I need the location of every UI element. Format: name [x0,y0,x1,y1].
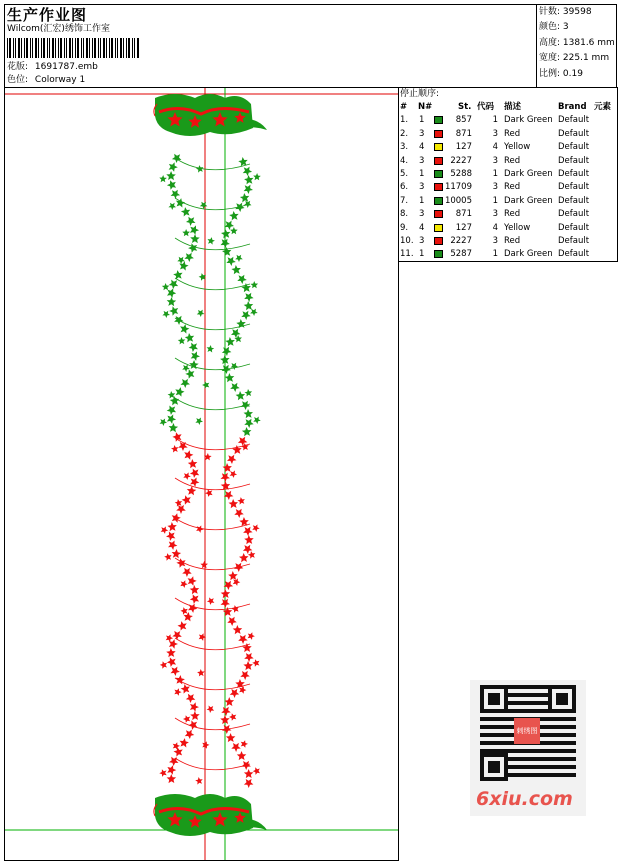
color-swatch [434,170,443,178]
table-row [400,141,616,154]
row-code: 3 [492,182,498,193]
row-needle: 3 [419,182,425,193]
row-brand: Default [558,115,590,126]
table-header [400,101,616,114]
table-row [400,195,616,208]
stat-stitches: 针数: 39598 [539,7,592,17]
row-description: Red [504,155,521,166]
sequence-table [400,101,616,261]
stamp-seal [514,718,540,744]
row-index: 6. [400,182,409,193]
row-brand: Default [558,128,590,139]
color-swatch [434,250,443,258]
row-code: 1 [492,195,498,206]
color-swatch [434,197,443,205]
row-brand: Default [558,249,590,260]
color-swatch [434,210,443,218]
design-file-value: 1691787.emb [34,62,98,72]
row-index: 11. [400,249,414,260]
colorway-label: 色位: [7,75,29,85]
embroidery-design [5,88,398,860]
table-row [400,222,616,235]
row-index: 3. [400,142,409,153]
row-brand: Default [558,195,590,206]
col-description: 描述 [504,102,522,112]
stats-list [539,5,615,82]
row-code: 3 [492,236,498,246]
row-index: 4. [400,155,409,166]
row-stitches: 5287 [450,249,472,260]
color-swatch [434,237,443,245]
row-index: 2. [400,128,409,139]
col-brand: Brand [558,102,587,112]
row-stitches: 871 [455,128,472,139]
row-description: Dark Green [504,195,553,206]
row-stitches: 2227 [450,236,472,246]
design-file-row [7,61,98,73]
colorway-value: Colorway 1 [34,75,86,85]
row-needle: 3 [419,155,425,166]
table-row [400,168,616,181]
row-code: 1 [492,169,498,179]
row-brand: Default [558,209,590,220]
col-element: 元素 [594,102,612,112]
row-needle: 4 [419,222,425,233]
row-description: Red [504,236,521,246]
color-swatch [434,183,443,191]
col-code: 代码 [477,102,495,112]
row-needle: 1 [419,169,425,179]
row-brand: Default [558,236,590,246]
row-description: Red [504,209,521,220]
row-index: 7. [400,195,409,206]
row-code: 4 [492,222,498,233]
row-brand: Default [558,222,590,233]
row-code: 1 [492,249,498,260]
colorway-row [7,74,85,86]
row-stitches: 127 [455,142,472,153]
row-brand: Default [558,142,590,153]
row-brand: Default [558,182,590,193]
row-brand: Default [558,155,590,166]
row-description: Dark Green [504,169,553,179]
row-code: 4 [492,142,498,153]
color-swatch [434,224,443,232]
row-stitches: 5288 [450,169,472,179]
row-needle: 1 [419,115,425,126]
row-needle: 4 [419,142,425,153]
table-row [400,114,616,127]
design-file-label: 花版: [7,62,29,72]
stat-width: 宽度: 225.1 mm [539,53,610,64]
row-index: 9. [400,222,409,233]
col-needle: N# [418,102,433,112]
stamp-text: 刺绣图 [516,727,538,735]
row-code: 3 [492,209,498,220]
row-index: 8. [400,209,409,220]
row-needle: 1 [419,195,425,206]
table-row [400,235,616,248]
row-code: 3 [492,155,498,166]
row-index: 10. [400,236,414,246]
row-needle: 3 [419,128,425,139]
sequence-title: 停止顺序: [400,89,440,99]
site-logo: 6xiu.com [476,788,573,810]
row-stitches: 10005 [444,195,472,206]
color-swatch [434,143,443,151]
table-row [400,181,616,194]
row-index: 5. [400,169,409,179]
table-row [400,248,616,261]
barcode [7,38,141,58]
row-needle: 1 [419,249,425,260]
qr-watermark [470,680,586,816]
row-description: Red [504,128,521,139]
row-description: Dark Green [504,249,553,260]
stat-height: 高度: 1381.6 mm [539,37,615,48]
row-index: 1. [400,115,409,126]
page-title: 生产作业图 [7,6,88,24]
row-stitches: 2227 [450,155,472,166]
stat-scale: 比例: 0.19 [539,68,583,79]
row-code: 1 [492,115,498,126]
row-stitches: 11709 [444,182,472,193]
row-description: Yellow [504,142,531,153]
row-needle: 3 [419,236,425,246]
color-swatch [434,116,443,124]
row-stitches: 857 [455,115,472,126]
company-name: Wilcom(汇宏)绣饰工作室 [7,24,110,34]
row-description: Yellow [504,222,531,233]
row-brand: Default [558,169,590,179]
col-index: # [400,102,408,112]
table-row [400,155,616,168]
col-stitches: St. [458,102,472,112]
row-stitches: 127 [455,222,472,233]
row-needle: 3 [419,209,425,220]
color-swatch [434,157,443,165]
row-description: Red [504,182,521,193]
table-row [400,208,616,221]
color-swatch [434,130,443,138]
stat-colors: 颜色: 3 [539,22,569,33]
row-stitches: 871 [455,209,472,220]
row-code: 3 [492,128,498,139]
row-description: Dark Green [504,115,553,126]
table-row [400,128,616,141]
